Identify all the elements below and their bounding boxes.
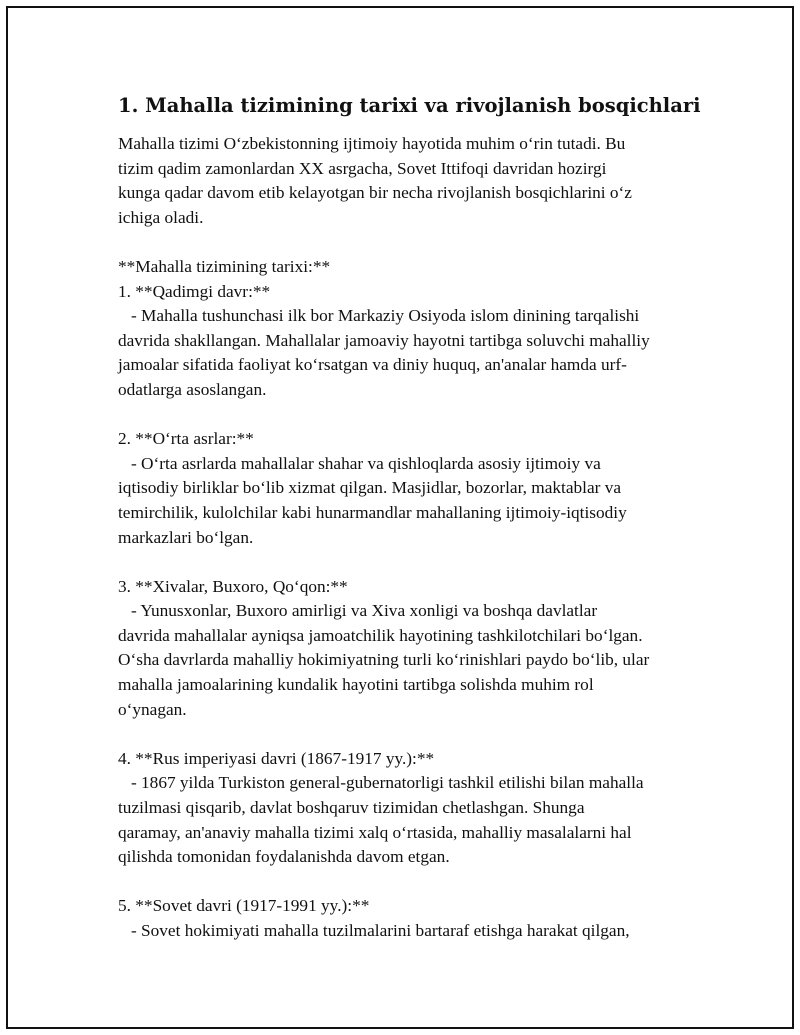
section-title: 4. **Rus imperiyasi davri (1867-1917 yy.):** [118, 748, 435, 768]
text-line: Mahalla tizimi O‘zbekistonning ijtimoiy hayotida muhim o‘rin tutadi. Bu [118, 134, 626, 153]
text-line: - O‘rta asrlarda mahallalar shahar va qishloqlarda asosiy ijtimoiy va [118, 453, 601, 473]
blank-line [118, 550, 693, 575]
text-line: jamoalar sifatida faoliyat ko‘rsatgan va diniy huquq, an'analar hamda urf- [118, 355, 627, 375]
text-line: markazlari bo‘lgan. [118, 527, 254, 547]
blank-line [118, 722, 693, 747]
text-line: - 1867 yilda Turkiston general-gubernatorligi tashkil etilishi bilan mahalla [118, 773, 644, 793]
intro-paragraph [118, 132, 693, 230]
text-line: tizim qadim zamonlardan XX asrgacha, Sovet Ittifoqi davridan hozirgi [118, 158, 607, 178]
blank-line [118, 230, 693, 255]
section-soviet [118, 894, 693, 943]
text-line: temirchilik, kulolchilar kabi hunarmandlar mahallaning ijtimoiy-iqtisodiy [118, 502, 627, 522]
text-line: o‘ynagan. [118, 699, 187, 719]
text-line: - Sovet hokimiyati mahalla tuzilmalarini bartaraf etishga harakat qilgan, [118, 921, 630, 940]
text-line: iqtisodiy birliklar bo‘lib xizmat qilgan. Masjidlar, bozorlar, maktablar va [118, 478, 622, 498]
section-title: 5. **Sovet davri (1917-1991 yy.):** [118, 896, 370, 916]
section-khanates [118, 575, 693, 723]
document-body [118, 92, 701, 944]
text-line: ichiga oladi. [118, 207, 204, 227]
text-line: O‘sha davrlarda mahalliy hokimiyatning turli ko‘rinishlari paydo bo‘lib, ular [118, 650, 650, 670]
blank-line [118, 403, 693, 428]
section-middle-ages [118, 427, 693, 550]
document-heading: 1. Mahalla tizimining tarixi va rivojlanish bosqichlari [118, 94, 701, 117]
section-title: 3. **Xivalar, Buxoro, Qo‘qon:** [118, 576, 348, 596]
text-line: davrida shakllangan. Mahallalar jamoaviy hayotni tartibga soluvchi mahalliy [118, 330, 650, 350]
text-line: kunga qadar davom etib kelayotgan bir necha rivojlanish bosqichlarini o‘z [118, 183, 632, 203]
text-line: davrida mahallalar ayniqsa jamoatchilik hayotining tashkilotchilari bo‘lgan. [118, 625, 643, 645]
text-line: tuzilmasi qisqarib, davlat boshqaruv tizimidan chetlashgan. Shunga [118, 798, 585, 818]
text-line: - Mahalla tushunchasi ilk bor Markaziy Osiyoda islom dinining tarqalishi [118, 306, 640, 326]
blank-line [118, 870, 693, 895]
text-line: qaramay, an'anaviy mahalla tizimi xalq o‘rtasida, mahalliy masalalarni hal [118, 822, 632, 842]
section-russian-empire [118, 747, 693, 870]
text-line: odatlarga asoslangan. [118, 379, 267, 399]
section-title: 1. **Qadimgi davr:** [118, 281, 271, 301]
section-title: 2. **O‘rta asrlar:** [118, 429, 254, 449]
text-line: - Yunusxonlar, Buxoro amirligi va Xiva xonligi va boshqa davlatlar [118, 601, 598, 621]
section-ancient [118, 280, 693, 403]
text-line: qilishda tomonidan foydalanishda davom etgan. [118, 847, 450, 867]
history-label: **Mahalla tizimining tarixi:** [118, 256, 331, 276]
text-line: mahalla jamoalarining kundalik hayotini tartibga solishda muhim rol [118, 675, 594, 695]
